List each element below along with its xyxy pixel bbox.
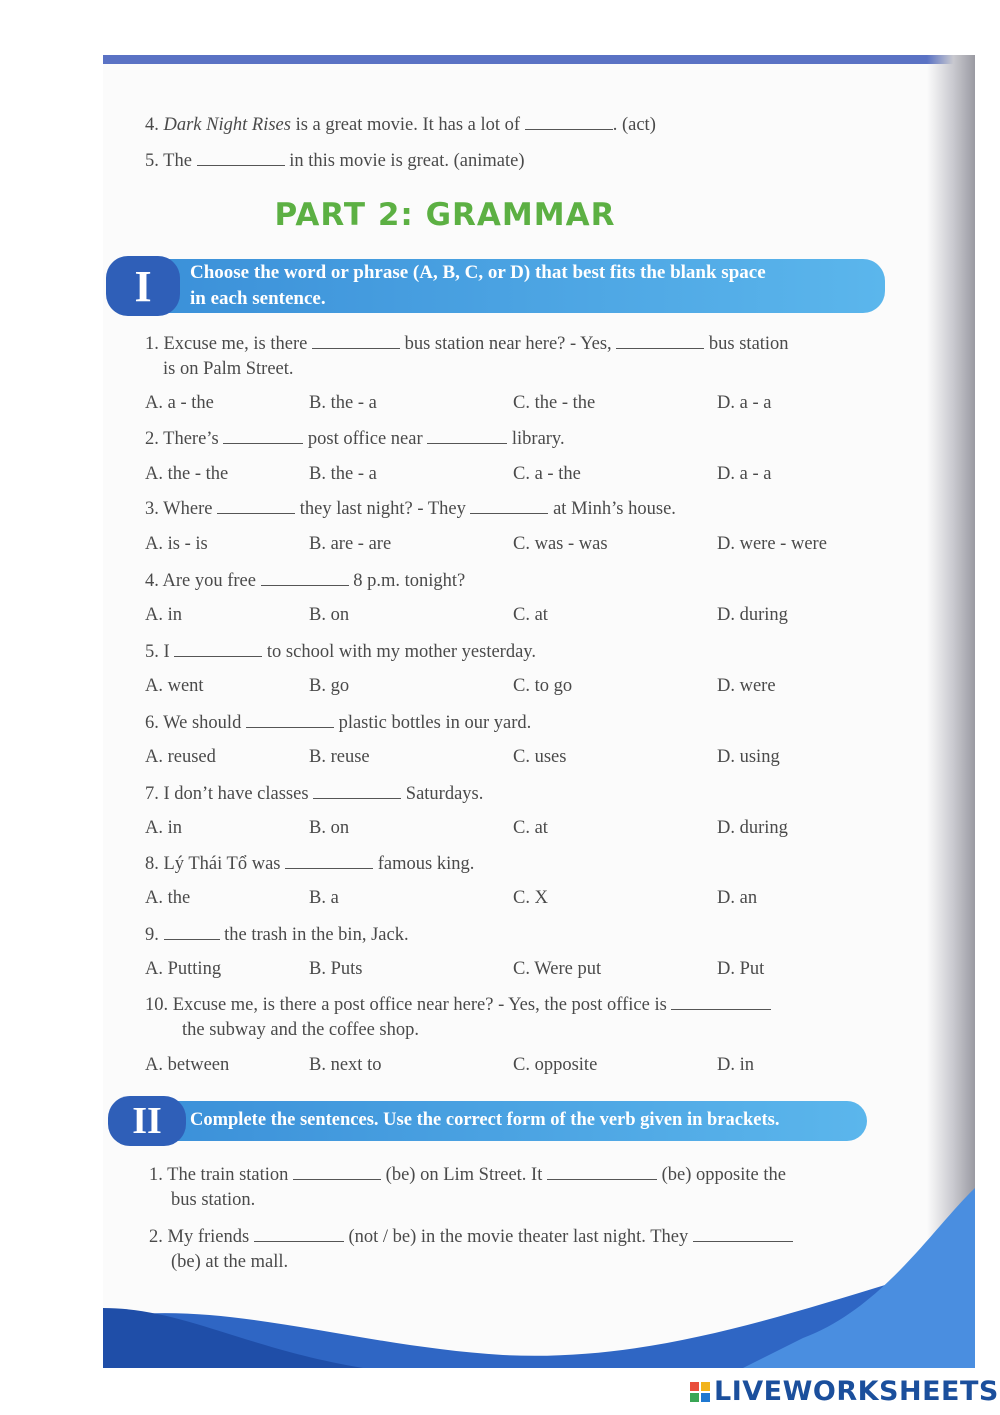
- question-text: 1. Excuse me, is there: [145, 334, 308, 354]
- answer-blank[interactable]: [616, 332, 704, 349]
- question-text: 2. There’s: [145, 429, 219, 449]
- watermark: [690, 1376, 999, 1407]
- movie-title: Dark Night Rises: [163, 115, 291, 135]
- answer-blank[interactable]: [312, 332, 400, 349]
- answer-option[interactable]: B. reuse: [309, 747, 370, 767]
- section-2-instruction: Complete the sentences. Use the correct form of the verb given in brackets.: [190, 1110, 780, 1130]
- question-10: [145, 993, 771, 1016]
- answer-blank[interactable]: [671, 993, 771, 1010]
- question-6: [145, 711, 531, 734]
- answer-option[interactable]: A. reused: [145, 747, 216, 767]
- answer-option[interactable]: D. Put: [717, 959, 765, 979]
- answer-blank[interactable]: [217, 497, 295, 514]
- question-9: [145, 923, 409, 946]
- question-text: library.: [511, 429, 565, 449]
- answer-blank[interactable]: [164, 923, 220, 940]
- answer-option[interactable]: B. a: [309, 888, 339, 908]
- answer-option[interactable]: A. in: [145, 818, 182, 838]
- answer-option[interactable]: C. at: [513, 605, 548, 625]
- item-text: (be) on Lim Street. It: [385, 1165, 543, 1185]
- prev-item-4: [145, 113, 656, 136]
- item-text: (not / be) in the movie theater last night. They: [348, 1227, 689, 1247]
- question-text: 10. Excuse me, is there a post office near here? - Yes, the post office is: [145, 995, 667, 1015]
- answer-option[interactable]: A. went: [145, 676, 204, 696]
- question-text: plastic bottles in our yard.: [338, 713, 532, 733]
- answer-option[interactable]: C. a - the: [513, 464, 581, 484]
- answer-option[interactable]: D. during: [717, 605, 788, 625]
- liveworksheets-logo-icon: [690, 1382, 710, 1402]
- question-text: 8. Lý Thái Tổ was: [145, 854, 281, 874]
- answer-option[interactable]: D. a - a: [717, 393, 772, 413]
- question-3: [145, 497, 676, 520]
- question-text: 8 p.m. tonight?: [353, 571, 466, 591]
- answer-option[interactable]: B. go: [309, 676, 350, 696]
- answer-option[interactable]: D. using: [717, 747, 780, 767]
- question-text: bus station: [708, 334, 789, 354]
- answer-blank[interactable]: [174, 640, 262, 657]
- answer-option[interactable]: A. between: [145, 1055, 230, 1075]
- answer-blank[interactable]: [285, 852, 373, 869]
- question-8: [145, 852, 474, 875]
- question-text: 7. I don’t have classes: [145, 784, 309, 804]
- instruction-line: Choose the word or phrase (A, B, C, or D) that best fits the blank space: [190, 262, 766, 283]
- section-1-badge: I: [106, 256, 180, 316]
- answer-blank[interactable]: [197, 149, 285, 166]
- question-text: to school with my mother yesterday.: [266, 642, 536, 662]
- prev-item-5: [145, 149, 524, 172]
- question-2: [145, 427, 565, 450]
- bottom-wave-decoration: [103, 1108, 975, 1368]
- answer-blank[interactable]: [470, 497, 548, 514]
- answer-option[interactable]: A. a - the: [145, 393, 214, 413]
- question-7: [145, 782, 483, 805]
- question-text: 3. Where: [145, 499, 213, 519]
- question-text: famous king.: [377, 854, 475, 874]
- item-text: (be) opposite the: [661, 1165, 786, 1185]
- question-1: [145, 332, 789, 355]
- answer-option[interactable]: B. on: [309, 818, 350, 838]
- question-text: they last night? - They: [299, 499, 466, 519]
- part-title: PART 2: GRAMMAR: [274, 197, 616, 233]
- answer-option[interactable]: D. in: [717, 1055, 754, 1075]
- watermark-text: LIVEWORKSHEETS: [714, 1376, 999, 1407]
- item-number: 4.: [145, 115, 159, 135]
- answer-blank[interactable]: [246, 711, 334, 728]
- question-text: the trash in the bin, Jack.: [224, 925, 409, 945]
- answer-option[interactable]: C. uses: [513, 747, 567, 767]
- answer-option[interactable]: C. the - the: [513, 393, 596, 413]
- answer-option[interactable]: A. Putting: [145, 959, 222, 979]
- question-text: 6. We should: [145, 713, 242, 733]
- question-continuation: is on Palm Street.: [163, 359, 294, 379]
- header-bar: [103, 55, 975, 64]
- worksheet-page: [103, 55, 975, 1368]
- answer-option[interactable]: B. Puts: [309, 959, 363, 979]
- answer-option[interactable]: A. the: [145, 888, 191, 908]
- question-4: [145, 569, 465, 592]
- answer-option[interactable]: C. was - was: [513, 534, 608, 554]
- answer-blank[interactable]: [261, 569, 349, 586]
- item-continuation: (be) at the mall.: [171, 1252, 289, 1272]
- question-5: [145, 640, 536, 663]
- item-text: 2. My friends: [149, 1227, 250, 1247]
- item-continuation: bus station.: [171, 1190, 256, 1210]
- question-text: post office near: [307, 429, 423, 449]
- item-hint: . (act): [612, 115, 656, 135]
- answer-option[interactable]: B. on: [309, 605, 350, 625]
- question-text: 4. Are you free: [145, 571, 256, 591]
- item-text: is a great movie. It has a lot of: [295, 115, 521, 135]
- answer-option[interactable]: D. a - a: [717, 464, 772, 484]
- answer-option[interactable]: C. at: [513, 818, 548, 838]
- answer-option[interactable]: D. were - were: [717, 534, 827, 554]
- answer-option[interactable]: B. the - a: [309, 393, 377, 413]
- answer-option[interactable]: A. the - the: [145, 464, 229, 484]
- question-text: Saturdays.: [405, 784, 484, 804]
- question-text: bus station near here? - Yes,: [404, 334, 612, 354]
- question-text: at Minh’s house.: [553, 499, 676, 519]
- answer-blank[interactable]: [427, 427, 507, 444]
- answer-option[interactable]: B. next to: [309, 1055, 382, 1075]
- section-2-badge: II: [108, 1096, 186, 1146]
- item-text: 5. The: [145, 151, 192, 171]
- question-continuation: the subway and the coffee shop.: [182, 1020, 420, 1040]
- answer-blank[interactable]: [223, 427, 303, 444]
- section-1-instruction: [190, 260, 766, 312]
- instruction-line: in each sentence.: [190, 288, 326, 309]
- question-text: 9.: [145, 925, 159, 945]
- answer-option[interactable]: D. during: [717, 818, 788, 838]
- answer-option[interactable]: A. in: [145, 605, 182, 625]
- answer-option[interactable]: B. the - a: [309, 464, 377, 484]
- answer-option[interactable]: C. opposite: [513, 1055, 598, 1075]
- item-hint: in this movie is great. (animate): [289, 151, 525, 171]
- answer-option[interactable]: B. are - are: [309, 534, 392, 554]
- answer-blank[interactable]: [313, 782, 401, 799]
- answer-option[interactable]: C. to go: [513, 676, 573, 696]
- item-text: 1. The train station: [149, 1165, 289, 1185]
- question-text: 5. I: [145, 642, 170, 662]
- answer-option[interactable]: C. Were put: [513, 959, 602, 979]
- answer-option[interactable]: D. were: [717, 676, 776, 696]
- answer-option[interactable]: C. X: [513, 888, 548, 908]
- answer-option[interactable]: A. is - is: [145, 534, 208, 554]
- answer-option[interactable]: D. an: [717, 888, 758, 908]
- answer-blank[interactable]: [525, 113, 613, 130]
